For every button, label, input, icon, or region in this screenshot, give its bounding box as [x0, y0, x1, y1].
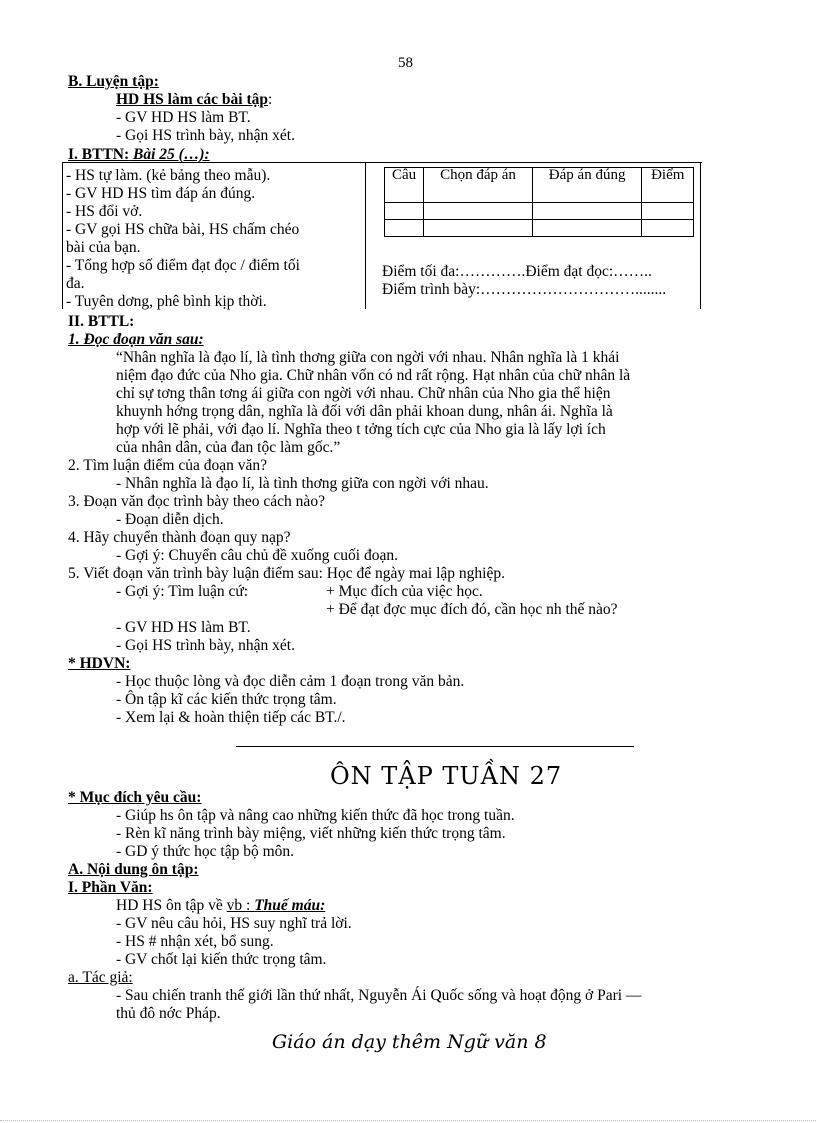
teacher-line-1: - GV HD HS làm BT.	[116, 619, 251, 636]
guide-line-3: - GV chốt lại kiến thức trọng tâm.	[116, 951, 327, 968]
passage-line: chỉ sự tơng thân tơng ái giữa con ngời với nhau. Chữ nhân của Nho gia thể hiện	[116, 385, 611, 402]
purpose-line-2: - Rèn kĩ năng trình bày miệng, viết những kiến thức trọng tâm.	[116, 825, 506, 842]
exercise-instructions	[62, 163, 366, 309]
instruction-line: đa.	[66, 275, 85, 292]
passage-line: của nhân dân, của đan tộc làm gốc.”	[116, 439, 341, 456]
section-i-heading-a: I. BTTN:	[68, 146, 130, 163]
footer-text: Giáo án dạy thêm Ngữ văn 8	[272, 1031, 547, 1053]
content-heading: A. Nội dung ôn tập:	[68, 861, 199, 878]
answer-5-label: - Gợi ý: Tìm luận cứ:	[116, 583, 249, 600]
cell	[642, 203, 694, 220]
passage-line: niệm đạo đức của Nho gia. Chữ nhân vốn có nd rất rộng. Hạt nhân của chữ nhân là	[116, 367, 631, 384]
instruction-line: bài của bạn.	[66, 239, 141, 256]
review-guide-line	[116, 897, 325, 915]
author-line-1: - Sau chiến tranh thế giới lần thứ nhất, Nguyễn Ái Quốc sống và hoạt động ở Pari —	[116, 987, 642, 1004]
answer-5-point-1: + Mục đích của việc học.	[326, 583, 483, 600]
section-b-subheading	[116, 91, 272, 109]
question-3: 3. Đoạn văn đọc trình bày theo cách nào?	[68, 493, 325, 510]
purpose-heading: * Mục đích yêu cầu:	[68, 789, 202, 806]
hdvn-line-2: - Ôn tập kĩ các kiến thức trọng tâm.	[116, 691, 337, 708]
review-guide-b: vb :	[226, 897, 255, 914]
passage-line: “Nhân nghĩa là đạo lí, là tình thơng giữa con ngời với nhau. Nhân nghĩa là 1 khái	[116, 349, 620, 366]
section-ii-heading: II. BTTL:	[68, 313, 135, 330]
page-number: 58	[398, 55, 413, 71]
passage-title: 1. Đọc đoạn văn sau:	[68, 331, 204, 348]
review-title: ÔN TẬP TUẦN 27	[330, 762, 563, 790]
score-table-row	[385, 203, 694, 220]
question-4: 4. Hãy chuyển thành đoạn quy nạp?	[68, 529, 291, 546]
score-line-max: Điểm tối đa:………….Điểm đạt đọc:……..	[382, 263, 652, 280]
section-b-sub-text: HD HS làm các bài tập	[116, 91, 268, 108]
purpose-line-3: - GD ý thức học tập bộ môn.	[116, 843, 295, 860]
header-cau: Câu	[385, 168, 424, 203]
instruction-line: - GV gọi HS chữa bài, HS chấm chéo	[66, 221, 300, 238]
page-edge-line	[0, 1120, 816, 1121]
passage-line: hợp với lẽ phải, với đạo lí. Nghĩa theo t tởng tích cực của Nho gia là lấy lợi ích	[116, 421, 606, 438]
answer-4: - Gợi ý: Chuyển câu chủ đề xuống cuối đoạn.	[116, 547, 398, 564]
review-guide-c: Thuế máu:	[254, 897, 326, 914]
score-table-header-row	[385, 168, 694, 203]
question-2: 2. Tìm luận điểm của đoạn văn?	[68, 457, 268, 474]
answer-2: - Nhân nghĩa là đạo lí, là tình thơng giữa con ngời với nhau.	[116, 475, 489, 492]
header-chon-dap-an: Chọn đáp án	[424, 168, 533, 203]
guide-line-2: - HS # nhận xét, bổ sung.	[116, 933, 274, 950]
hdvn-line-1: - Học thuộc lòng và đọc diễn cảm 1 đoạn trong văn bản.	[116, 673, 465, 690]
teacher-line-2: - Gọi HS trình bày, nhận xét.	[116, 637, 295, 654]
cell	[532, 203, 642, 220]
author-heading: a. Tác giả:	[68, 969, 133, 986]
hdvn-heading: * HDVN:	[68, 655, 131, 672]
passage-line: khuynh hớng trọng dân, nghĩa là đối với dân phải khoan dung, nhân ái. Nghĩa là	[116, 403, 613, 420]
instruction-line: - GV HD HS tìm đáp án đúng.	[66, 185, 256, 202]
cell	[424, 203, 533, 220]
header-diem: Điểm	[642, 168, 694, 203]
score-panel	[372, 163, 701, 309]
section-b-heading: B. Luyện tập:	[68, 73, 159, 90]
header-dap-an-dung: Đáp án đúng	[532, 168, 642, 203]
score-table-row	[385, 220, 694, 237]
author-line-2: thủ đô nớc Pháp.	[116, 1005, 221, 1022]
purpose-line-1: - Giúp hs ôn tập và nâng cao những kiến thức đã học trong tuần.	[116, 807, 515, 824]
guide-line-1: - GV nêu câu hỏi, HS suy nghĩ trả lời.	[116, 915, 352, 932]
section-i-heading	[68, 146, 210, 164]
exercise-box	[62, 162, 702, 309]
section-b-line-1: - GV HD HS làm BT.	[116, 109, 251, 126]
score-line-presentation: Điểm trình bày:…………………………........	[382, 281, 667, 298]
part-heading: I. Phần Văn:	[68, 879, 153, 896]
cell	[385, 203, 424, 220]
cell	[532, 220, 642, 237]
hdvn-line-3: - Xem lại & hoàn thiện tiếp các BT./.	[116, 709, 346, 726]
answer-5-point-2: + Để đạt đợc mục đích đó, cần học nh thế nào?	[326, 601, 618, 618]
review-guide-a: HD HS ôn tập về	[116, 897, 227, 914]
instruction-line: - Tuyên dơng, phê bình kịp thời.	[66, 293, 267, 310]
question-5: 5. Viết đoạn văn trình bày luận điểm sau: Học để ngày mai lập nghiệp.	[68, 565, 505, 582]
cell	[385, 220, 424, 237]
section-b-sub-colon: :	[268, 91, 273, 108]
instruction-line: - Tổng hợp số điểm đạt đọc / điểm tối	[66, 257, 300, 274]
cell	[424, 220, 533, 237]
score-table	[384, 167, 694, 237]
divider-line	[236, 746, 634, 747]
instruction-line: - HS đổi vở.	[66, 203, 143, 220]
cell	[642, 220, 694, 237]
answer-3: - Đoạn diễn dịch.	[116, 511, 224, 528]
instruction-line: - HS tự làm. (kẻ bảng theo mẫu).	[66, 167, 271, 184]
section-i-heading-b: Bài 25 (…):	[129, 146, 210, 163]
section-b-line-2: - Gọi HS trình bày, nhận xét.	[116, 127, 295, 144]
